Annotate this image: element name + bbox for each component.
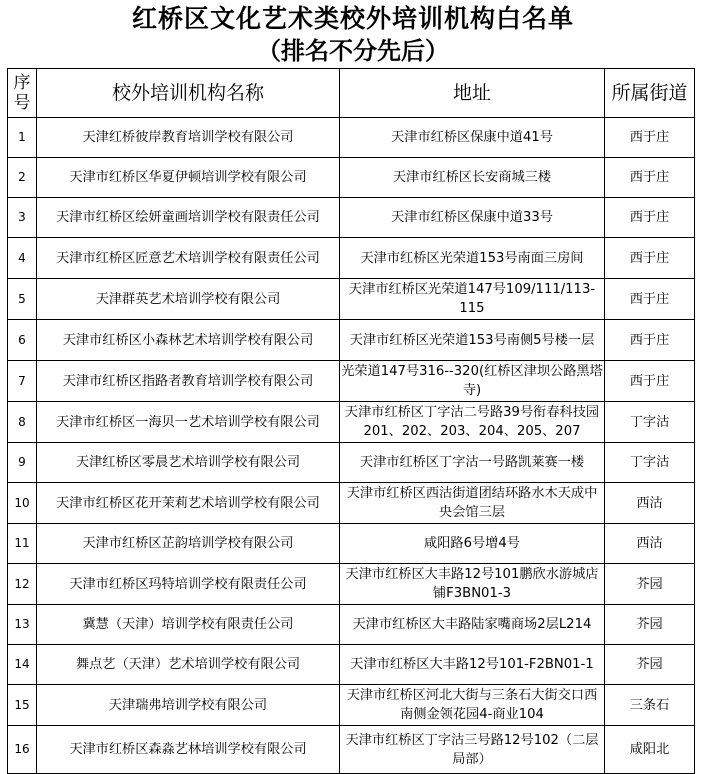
cell-street: 三条石: [605, 685, 695, 726]
cell-street: 西沽: [605, 524, 695, 564]
cell-no: 11: [8, 524, 37, 564]
cell-street: 咸阳北: [605, 726, 695, 774]
table-row: [8, 238, 695, 279]
cell-address: 咸阳路6号增4号: [340, 524, 605, 564]
cell-name: 天津市红桥区绘妍童画培训学校有限责任公司: [37, 198, 340, 238]
table-row: [8, 361, 695, 402]
table-row: [8, 118, 695, 158]
table-row: [8, 483, 695, 524]
cell-street: 西于庄: [605, 118, 695, 158]
whitelist-table: [7, 68, 695, 774]
cell-name: 天津红桥区零晨艺术培训学校有限公司: [37, 443, 340, 483]
cell-address: 天津市红桥区西沽街道团结环路水木天成中央会馆三层: [340, 483, 605, 524]
cell-street: 西于庄: [605, 198, 695, 238]
header-name: 校外培训机构名称: [37, 69, 340, 118]
cell-no: 7: [8, 361, 37, 402]
cell-name: 冀慧（天津）培训学校有限责任公司: [37, 605, 340, 645]
header-address: 地址: [340, 69, 605, 118]
cell-name: 天津市红桥区匠意艺术培训学校有限责任公司: [37, 238, 340, 279]
cell-street: 丁字沽: [605, 443, 695, 483]
cell-no: 8: [8, 402, 37, 443]
cell-address: 天津市红桥区丁字沽二号路39号衔春科技园201、202、203、204、205、207: [340, 402, 605, 443]
cell-address: 天津市红桥区长安商城三楼: [340, 158, 605, 198]
cell-name: 天津红桥彼岸教育培训学校有限公司: [37, 118, 340, 158]
cell-name: 天津市红桥区森淼艺林培训学校有限公司: [37, 726, 340, 774]
cell-street: 芥园: [605, 564, 695, 605]
cell-street: 西于庄: [605, 238, 695, 279]
cell-name: 天津市红桥区小森林艺术培训学校有限公司: [37, 320, 340, 361]
cell-address: 天津市红桥区光荣道147号109/111/113-115: [340, 279, 605, 320]
table-row: [8, 320, 695, 361]
cell-no: 13: [8, 605, 37, 645]
cell-no: 5: [8, 279, 37, 320]
cell-name: 天津市红桥区指路者教育培训学校有限公司: [37, 361, 340, 402]
cell-address: 天津市红桥区丁字沽三号路12号102（二层局部）: [340, 726, 605, 774]
cell-no: 14: [8, 645, 37, 685]
header-no: 序号: [8, 69, 37, 118]
cell-no: 12: [8, 564, 37, 605]
page-title: 红桥区文化艺术类校外培训机构白名单: [131, 4, 574, 33]
cell-no: 2: [8, 158, 37, 198]
cell-no: 10: [8, 483, 37, 524]
cell-street: 西于庄: [605, 320, 695, 361]
cell-address: 天津市红桥区保康中道41号: [340, 118, 605, 158]
table-row: [8, 685, 695, 726]
cell-street: 西于庄: [605, 279, 695, 320]
cell-address: 光荣道147号316--320(红桥区津坝公路黑塔寺): [340, 361, 605, 402]
table-row: [8, 605, 695, 645]
cell-no: 4: [8, 238, 37, 279]
table-row: [8, 402, 695, 443]
table-row: [8, 645, 695, 685]
cell-street: 西沽: [605, 483, 695, 524]
page-subtitle: （排名不分先后）: [257, 37, 449, 65]
table-row: [8, 443, 695, 483]
cell-street: 芥园: [605, 605, 695, 645]
cell-address: 天津市红桥区大丰路陆家嘴商场2层L214: [340, 605, 605, 645]
table-row: [8, 198, 695, 238]
cell-no: 15: [8, 685, 37, 726]
cell-name: 天津市红桥区一海贝一艺术培训学校有限公司: [37, 402, 340, 443]
cell-address: 天津市红桥区大丰路12号101-F2BN01-1: [340, 645, 605, 685]
cell-name: 天津市红桥区花开茉莉艺术培训学校有限公司: [37, 483, 340, 524]
table-row: [8, 564, 695, 605]
cell-name: 天津瑞弗培训学校有限公司: [37, 685, 340, 726]
table-row: [8, 524, 695, 564]
cell-no: 9: [8, 443, 37, 483]
cell-street: 西于庄: [605, 158, 695, 198]
cell-address: 天津市红桥区光荣道153号南面三房间: [340, 238, 605, 279]
table-row: [8, 279, 695, 320]
cell-address: 天津市红桥区河北大街与三条石大街交口西南侧金领花园4-商业104: [340, 685, 605, 726]
cell-name: 天津市红桥区玛特培训学校有限责任公司: [37, 564, 340, 605]
table-header-row: [8, 69, 695, 118]
cell-no: 1: [8, 118, 37, 158]
table-row: [8, 726, 695, 774]
table-row: [8, 158, 695, 198]
cell-address: 天津市红桥区大丰路12号101鹏欣水游城店铺F3BN01-3: [340, 564, 605, 605]
cell-address: 天津市红桥区丁字沽一号路凯莱赛一楼: [340, 443, 605, 483]
cell-no: 6: [8, 320, 37, 361]
cell-name: 天津市红桥区芷韵培训学校有限公司: [37, 524, 340, 564]
cell-name: 天津市红桥区华夏伊顿培训学校有限公司: [37, 158, 340, 198]
cell-street: 西于庄: [605, 361, 695, 402]
cell-name: 舞点艺（天津）艺术培训学校有限公司: [37, 645, 340, 685]
cell-no: 16: [8, 726, 37, 774]
header-street: 所属街道: [605, 69, 695, 118]
cell-no: 3: [8, 198, 37, 238]
cell-address: 天津市红桥区光荣道153号南侧5号楼一层: [340, 320, 605, 361]
cell-address: 天津市红桥区保康中道33号: [340, 198, 605, 238]
cell-street: 丁字沽: [605, 402, 695, 443]
cell-street: 芥园: [605, 645, 695, 685]
cell-name: 天津群英艺术培训学校有限公司: [37, 279, 340, 320]
